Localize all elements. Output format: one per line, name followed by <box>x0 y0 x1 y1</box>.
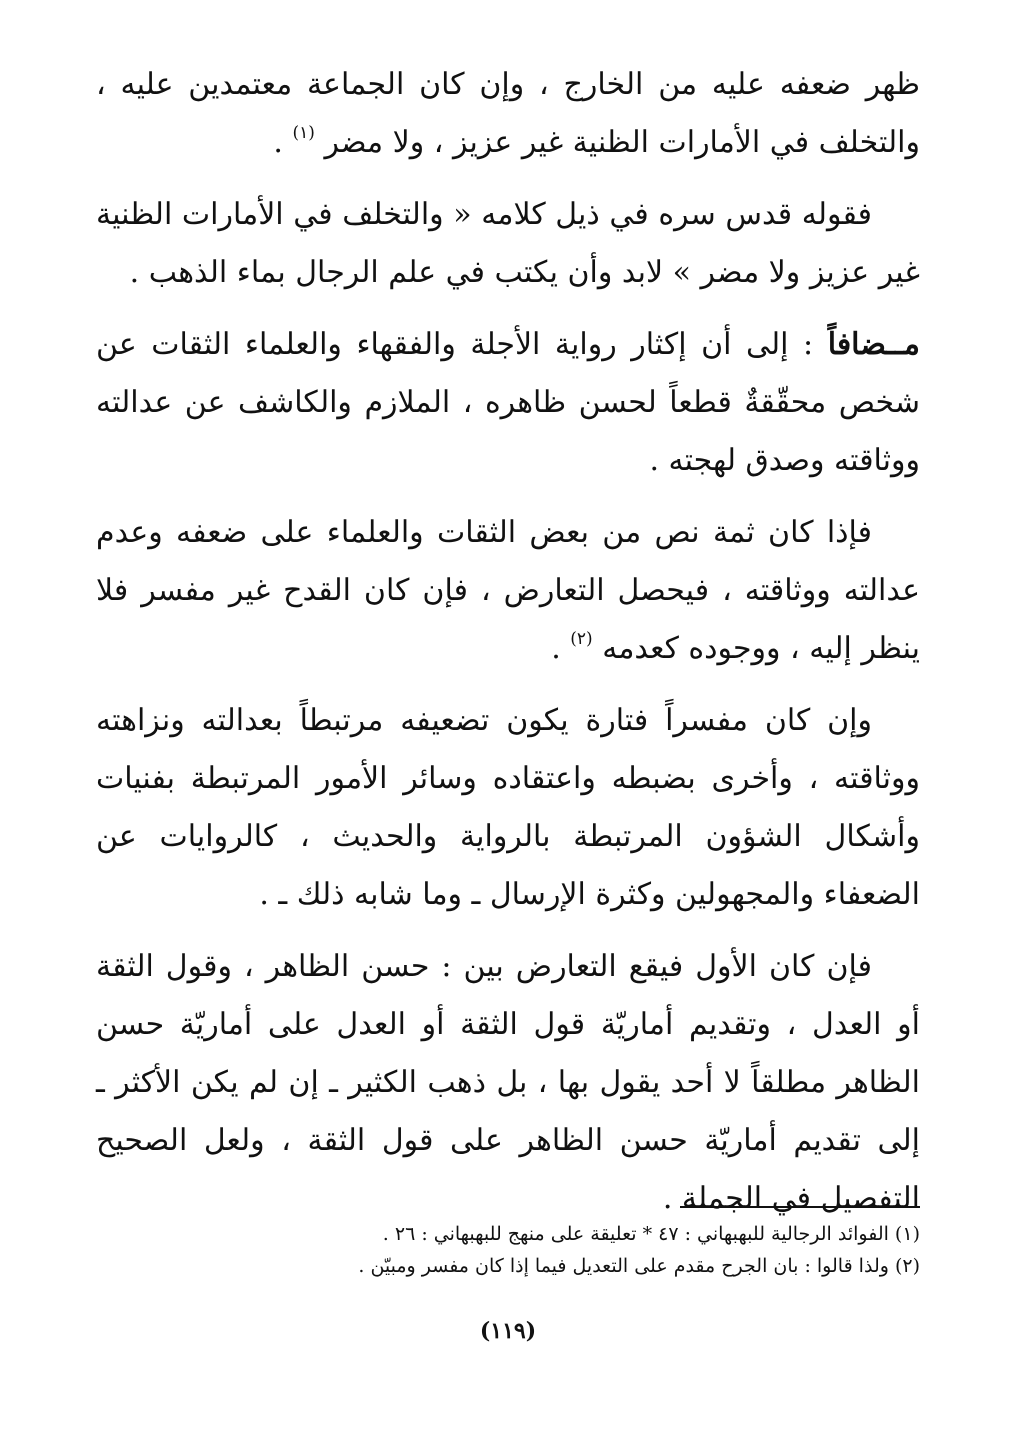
footnotes <box>96 1218 920 1282</box>
paragraph-2-text: فقوله قدس سره في ذيل كلامه « والتخلف في الأمارات الظنية غير عزيز ولا مضر » لابد وأن يكتب في علم الرجال بماء الذهب . <box>96 197 920 290</box>
paragraph-1-tail: . <box>273 125 293 160</box>
paragraph-6-text: فإن كان الأول فيقع التعارض بين : حسن الظاهر ، وقول الثقة أو العدل ، وتقديم أماريّة قول الثقة أو العدل على أماريّة حسن الظاهر مطلقاً لا أحد يقول بها ، بل ذهب الكثير ـ إن لم يكن الأكثر ـ إلى تقديم أماريّة حسن الظاهر على قول الثقة ، ولعل الصحيح التفصيل في الجملة . <box>96 949 920 1216</box>
paragraph-5-text: وإن كان مفسراً فتارة يكون تضعيفه مرتبطاً بعدالته ونزاهته ووثاقته ، وأخرى بضبطه واعتقاده وسائر الأمور المرتبطة بفنيات وأشكال الشؤون المرتبطة بالرواية والحديث ، كالروايات عن الضعفاء والمجهولين وكثرة الإرسال ـ وما شابه ذلك ـ . <box>96 703 920 912</box>
paragraph-4-tail: . <box>551 631 571 666</box>
paragraph-3-text: : إلى أن إكثار رواية الأجلة والفقهاء والعلماء الثقات عن شخص محقّقةٌ قطعاً لحسن ظاهره ، الملازم والكاشف عن عدالته ووثاقته وصدق لهجته . <box>96 327 920 478</box>
paragraph-4 <box>96 504 920 678</box>
footnote-divider <box>680 1206 920 1208</box>
paragraph-6 <box>96 938 920 1228</box>
paragraph-3-lead: مــضافاً <box>827 327 920 362</box>
footnote-1: (١) الفوائد الرجالية للبهبهاني : ٤٧ * تعليقة على منهج للبهبهاني : ٢٦ . <box>382 1223 920 1245</box>
document-page <box>96 56 920 1386</box>
paragraph-3 <box>96 316 920 490</box>
footnote-ref-2: (٢) <box>570 629 593 649</box>
paragraph-2 <box>96 186 920 302</box>
page-number: (١١٩) <box>479 1318 537 1344</box>
paragraph-4-text: فإذا كان ثمة نص من بعض الثقات والعلماء على ضعفه وعدم عدالته ووثاقته ، فيحصل التعارض ، فإن كان القدح غير مفسر فلا ينظر إليه ، ووجوده كعدمه <box>96 515 920 666</box>
footnote-ref-1: (١) <box>292 123 315 143</box>
paragraph-5 <box>96 692 920 924</box>
footnote-2: (٢) ولذا قالوا : بان الجرح مقدم على التعديل فيما إذا كان مفسر ومبيّن . <box>358 1255 920 1277</box>
paragraph-1 <box>96 56 920 172</box>
paragraph-1-text: ظهر ضعفه عليه من الخارج ، وإن كان الجماعة معتمدين عليه ، والتخلف في الأمارات الظنية غير عزيز ، ولا مضر <box>96 67 920 160</box>
